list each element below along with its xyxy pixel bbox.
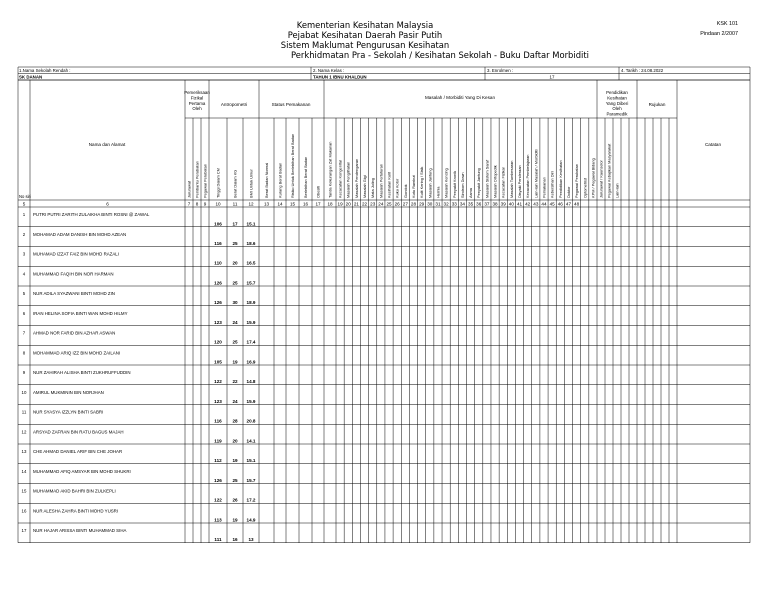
vertical-header-1: Pembantu Perubatan [194,161,200,198]
header-pemeriksaan-line-1: Fizikal [190,95,204,101]
header-pendidikan-line-0: Pendidikan [606,90,628,95]
vertical-header-13: Masalah Penglihatan [345,161,351,198]
column-number-35: 35 [468,201,474,207]
report-title-line-4: Perkhidmatan Pra - Sekolah / Kesihatan Sekolah - Buku Daftar Morbiditi [291,50,589,60]
header-pemeriksaan-line-2: Pertama [188,100,206,106]
row-number: 1 [22,212,26,217]
student-height: 126 [214,280,222,286]
column-number-48: 48 [574,201,580,207]
row-number: 15 [21,488,27,494]
vertical-header-37: Pemakanan [541,177,547,198]
row-number: 4 [22,271,26,277]
student-bmi: 15.9 [246,398,256,404]
column-number-30: 30 [427,201,433,207]
enrolment-value: 17 [549,74,555,80]
report-title-line-3: Sistem Maklumat Pengurusan Kesihatan [280,40,450,50]
enrolment-label: 3. Enrolmen : [487,68,514,73]
column-number-42: 42 [525,201,531,207]
student-bmi: 17.2 [246,497,256,503]
student-height: 105 [214,359,222,365]
column-number-15: 15 [289,201,296,207]
column-number-17: 17 [315,201,321,207]
student-name: MUHAMMAD FAQIH BIN NOR HARMAN [33,271,114,277]
vertical-header-10: Obesiti [315,185,321,198]
student-bmi: 15.9 [246,319,256,325]
column-number-29: 29 [419,201,425,207]
header-status-pemakanan: Status Pemakanan [271,102,311,107]
student-name: MOHAMMAD ARIQ IZZ BIN MOHD ZAILANI [33,350,121,356]
column-number-32: 32 [443,201,449,207]
student-height: 122 [214,379,222,384]
column-number-47: 47 [565,201,572,207]
student-bmi: 15.7 [246,477,256,483]
column-number-25: 25 [386,201,392,207]
student-name: CHE AHMAD DANIEL ARIF BIN CHE JOHAR [33,449,123,454]
student-height: 126 [214,477,222,483]
student-bmi: 14.9 [246,517,256,523]
row-number: 12 [21,429,27,435]
student-bmi: 14.8 [246,379,256,384]
school-value: SK DANAN [19,74,43,80]
student-height: 110 [214,260,222,266]
vertical-header-46: Lain-lain [614,183,620,198]
column-number-5: 5 [22,201,26,207]
student-name: MUHAMMAD AKID BAHRI BIN ZULKEPLI [33,488,116,494]
column-number-22: 22 [361,201,368,207]
header-pendidikan-line-2: Yang Diberi [605,100,629,106]
row-number: 6 [22,310,26,316]
student-name: AHMAD NOR FARID BIN AZHAR ASWAN [33,330,116,336]
vertical-header-45: Pegawai Kebajikan Masyarakat [606,143,612,198]
column-number-43: 43 [533,201,539,207]
vertical-header-44: Jururawat / Kaunselor [598,160,604,198]
column-number-12: 12 [248,201,254,207]
date-label: 4. Tarikh : 24.08.2022 [621,68,664,73]
column-number-41: 41 [516,201,523,207]
student-height: 106 [214,221,222,227]
header-pemeriksaan-line-3: Oleh [192,106,202,112]
student-weight: 25 [232,240,238,246]
column-number-16: 16 [302,201,309,207]
student-bmi: 13 [248,537,254,542]
vertical-header-34: Disyaki Penderaan [517,165,523,198]
row-number: 9 [22,370,26,375]
vertical-header-2: Pegawai Perubatan [202,164,208,198]
vertical-header-35: Kecacatan Pembelajaran [525,154,531,198]
column-number-40: 40 [508,201,514,207]
row-number: 16 [21,508,27,514]
column-number-23: 23 [370,201,376,207]
column-number-36: 36 [476,201,482,207]
student-weight: 22 [232,379,238,384]
vertical-header-4: Berat Dalam KG [232,169,238,198]
column-number-13: 13 [263,201,270,207]
column-number-8: 8 [195,201,199,207]
column-number-6: 6 [106,201,109,207]
student-bmi: 20.8 [246,418,256,424]
form-code: KSK 101 [716,21,738,27]
row-number: 3 [22,251,26,257]
student-weight: 26 [232,497,238,503]
student-weight: 19 [232,359,238,365]
header-catatan: Catatan [704,142,722,147]
vertical-header-43: KPM / Pegawai Bidang [590,158,596,198]
student-bmi: 14.1 [246,438,256,444]
column-number-34: 34 [459,201,465,207]
student-weight: 30 [232,300,238,305]
student-name: ARSYAD ZAFRAN BIN RATU BAGUS MAJAH [33,429,124,435]
report-title-line-1: Kementerian Kesihatan Malaysia [296,20,434,30]
student-weight: 16 [232,537,238,542]
vertical-header-22: Kulit Kering / Sisik [419,166,425,198]
column-number-31: 31 [435,201,441,207]
row-number: 17 [21,528,27,533]
column-number-24: 24 [378,201,384,207]
vertical-header-42: Optometrist [582,177,588,198]
column-number-19: 19 [337,201,343,207]
header-pendidikan-line-3: Oleh [612,106,622,112]
class-value: TAHUN 1 IBNU KHALDUN [313,74,367,80]
column-number-26: 26 [394,201,400,207]
vertical-header-11: Tanda Kekurangan Zat Makanan [327,141,333,198]
vertical-header-0: Jururawat [186,180,192,198]
vertical-header-5: BMI Untuk Umur [248,169,254,198]
student-name: PUTRI PUTRI ZARITH ZULAIKHA BINTI ROSNI @ ZAWAL [33,212,150,217]
row-number: 5 [22,291,26,296]
vertical-header-33: Masalah Tumbesaran [508,160,514,198]
vertical-header-3: Tinggi Dalam CM [215,168,221,198]
student-height: 122 [214,497,222,503]
student-weight: 25 [232,280,238,286]
student-height: 123 [214,319,222,325]
student-name: NUR ZAHIRAH ALISHA BINTI ZUKHRUFFUDDIN [33,370,131,375]
student-height: 111 [214,537,222,542]
student-bmi: 15.1 [246,221,256,227]
student-height: 120 [214,339,222,345]
vertical-header-28: Asma [468,188,474,198]
student-weight: 20 [232,260,238,266]
column-number-44: 44 [541,201,547,207]
student-weight: 24 [232,398,238,404]
student-bmi: 16.9 [246,359,256,365]
header-pemeriksaan-line-0: Pemeriksaan [184,90,210,95]
student-bmi: 18.9 [246,300,256,305]
student-weight: 19 [232,458,238,463]
vertical-header-6: Berat Badan Normal [264,162,269,198]
student-height: 119 [214,438,222,444]
school-label: 1.Nama Sekolah Rendah : [19,68,71,73]
column-number-33: 33 [451,201,457,207]
vertical-header-30: Masalah Sistem Saraf [484,159,490,198]
column-number-38: 38 [492,201,498,207]
vertical-header-26: Penyakit Kronik [451,170,457,198]
student-bmi: 18.6 [246,240,256,246]
column-number-10: 10 [215,201,221,207]
vertical-header-41: Pegawai Perubatan [574,164,580,198]
class-label: 2. Nama Kelas : [313,68,345,73]
student-weight: 25 [232,339,238,345]
vertical-header-23: Masalah Jantung [427,168,433,198]
column-number-28: 28 [410,201,417,207]
student-name: MUHAMAD IZZAT FAIZ BIN MOHD RAZALI [33,251,119,257]
column-number-27: 27 [402,201,408,207]
header-pendidikan-line-1: Kesihatan [607,95,627,101]
header-nama: Nama dan Alamat [88,142,126,147]
student-weight: 19 [232,517,238,523]
vertical-header-31: Masalah Ortopedik [492,165,498,198]
vertical-header-7: Kurang Berat Badan [277,162,283,198]
vertical-header-20: Gondok [402,184,408,198]
vertical-header-21: Kutu Rambut [410,175,416,198]
student-height: 113 [214,517,222,523]
row-number: 14 [21,468,27,474]
header-pendidikan-line-4: Paramedik [606,111,628,117]
header-rujukan: Rujukan [648,102,666,107]
vertical-header-16: Mata Juling [370,178,376,198]
student-bmi: 16.5 [246,260,256,266]
column-number-14: 14 [277,201,283,207]
row-number: 8 [22,350,26,356]
vertical-header-27: Sindrom Down [459,172,465,198]
vertical-header-36: Lain-lain Masalah / Morbiditi [533,149,539,198]
vertical-header-15: Masalah Gigi [362,175,368,198]
vertical-header-32: Kecacatan Fizikal [500,167,506,198]
student-height: 116 [214,240,222,246]
header-antropometri: Antropometri [220,102,248,107]
row-number: 2 [22,231,26,237]
vertical-header-8: Risiko Untuk Berlebihan Berat Badan [290,133,295,198]
form-edition: Pindaan 2/2007 [700,31,738,37]
student-weight: 24 [232,319,238,325]
student-name: MUHAMMAD AFIQ AMSYAR BIN MOHD SHUKRI [33,468,131,474]
column-number-45: 45 [549,201,555,207]
column-number-46: 46 [557,201,563,207]
student-name: NUR ALESHA ZAHRA BINTI MOHD YUSRI [33,508,119,514]
student-height: 116 [214,418,222,424]
column-number-11: 11 [232,201,238,207]
student-bmi: 17.4 [246,339,256,345]
column-number-39: 39 [500,201,506,207]
column-number-37: 37 [484,201,490,207]
row-number: 13 [21,449,27,454]
student-height: 126 [214,300,222,305]
student-name: NUR HAJAR ARISSA BINTI MUHAMMAD SIHA [33,528,127,533]
student-name: NUR SYASYA IZZLYN BINTI SABRI [33,409,104,415]
vertical-header-39: Pendidikan Kesihatan [557,160,563,198]
student-name: NUR ADILA SYAZWANI BINTI MOHD ZIN [33,291,115,296]
vertical-header-38: Kebersihan Diri [549,171,555,198]
column-number-20: 20 [345,201,351,207]
vertical-header-29: Penyakit Jantung [476,168,482,198]
report-title-line-2: Pejabat Kesihatan Daerah Pasir Putih [287,30,443,40]
student-weight: 28 [232,418,238,424]
vertical-header-19: Kuku Kotor [394,178,400,198]
student-height: 112 [214,458,222,463]
vertical-header-18: Kesihatan Kulit [386,172,392,198]
row-number: 7 [22,330,26,336]
column-number-18: 18 [327,201,333,207]
vertical-header-9: Berlebihan Berat Badan [303,156,308,198]
student-name: AMIRUL MUKMININ BIN NORJHAN [33,389,104,395]
vertical-header-12: Kecacatan Kongenital [337,160,343,198]
header-masalah: Masalah / Morbiditi Yang Di Kesan [424,95,496,100]
student-bmi: 15.1 [246,458,256,463]
vertical-header-25: Masalah Kencing [443,168,449,198]
vertical-header-17: Masalah Pertuturan [378,164,384,198]
column-number-21: 21 [353,201,359,207]
student-weight: 17 [232,221,238,227]
row-number: 10 [21,389,27,395]
header-no-siri: No siri [19,194,31,199]
student-name: IRAN HELINA SOFIA BINTI WAN MOHD HILMY [33,310,128,316]
column-number-9: 9 [203,201,207,207]
vertical-header-14: Masalah Pendengaran [353,158,359,198]
student-weight: 25 [232,477,238,483]
row-number: 11 [21,409,27,415]
student-weight: 20 [232,438,238,444]
student-bmi: 15.7 [246,280,256,286]
column-number-7: 7 [187,201,191,207]
vertical-header-24: Hernia [435,186,441,198]
vertical-header-40: Doktor [565,186,571,198]
student-height: 123 [214,398,222,404]
student-name: MOHAMAD ADAM DANISH BIN MOHD AZEAN [33,231,127,237]
